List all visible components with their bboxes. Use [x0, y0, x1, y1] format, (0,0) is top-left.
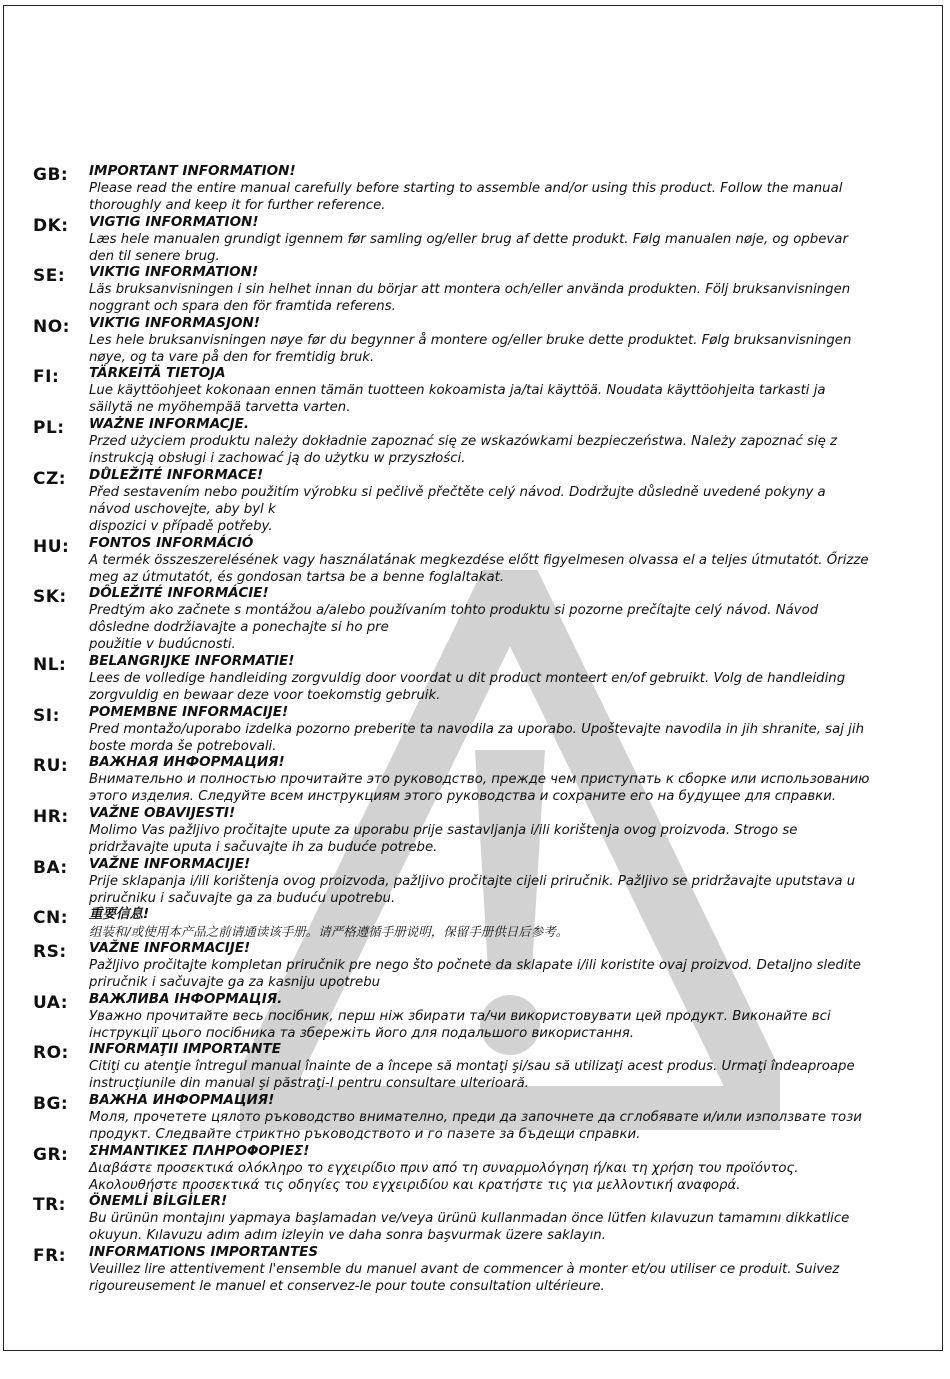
notice-line: noggrant och spara den för framtida referens. — [89, 299, 396, 315]
notice-line: instrucţiunile din manual şi păstraţi-l pentru consultare ulterioară. — [89, 1076, 530, 1092]
country-code: PL: — [33, 417, 65, 438]
country-code: CN: — [33, 908, 69, 929]
notice-heading: VAŽNE INFORMACIJE! — [89, 940, 251, 957]
notice-fi — [0, 365, 950, 416]
notice-heading: 重要信息! — [89, 906, 150, 923]
country-code: FR: — [33, 1245, 67, 1266]
notice-nl — [0, 653, 950, 704]
notice-line: použitie v budúcnosti. — [89, 637, 236, 653]
country-code: BA: — [33, 857, 68, 878]
notice-heading: IMPORTANT INFORMATION! — [89, 163, 296, 179]
country-code: HR: — [33, 806, 69, 827]
language-notices — [0, 163, 950, 1294]
notice-cn — [0, 906, 950, 940]
notice-ua — [0, 991, 950, 1042]
notice-heading: BELANGRIJKE INFORMATIE! — [89, 653, 295, 670]
notice-heading: ÖNEMLİ BİLGİLER! — [89, 1193, 228, 1210]
notice-line: Les hele bruksanvisningen nøye før du begynner å montere og/eller bruke dette produktet. Følg bruksanvisningen — [89, 332, 852, 348]
notice-line: 组装和/或使用本产品之前请通读该手册。请严格遵循手册说明，保留手册供日后参考。 — [89, 924, 569, 940]
country-code: NO: — [33, 316, 70, 337]
country-code: BG: — [33, 1093, 69, 1114]
notice-line: dispozici v případě potřeby. — [89, 518, 273, 534]
notice-ru — [0, 754, 950, 805]
notice-heading: DÔLEŽITÉ INFORMÁCIE! — [89, 585, 269, 602]
notice-heading: DŮLEŽITÉ INFORMACE! — [89, 466, 264, 483]
country-code: CZ: — [33, 468, 67, 489]
notice-line: Przed użyciem produktu należy dokładnie zapoznać się ze wskazówkami bezpieczeństwa. Należy zapoznać się z — [89, 433, 838, 449]
notice-gr — [0, 1143, 950, 1194]
notice-heading: VIGTIG INFORMATION! — [89, 213, 259, 230]
notice-line: Prije sklapanja i/ili korištenja ovog proizvoda, pažljivo pročitajte cijeli priručnik. Pažljivo se pridržavajte uputstava u — [89, 873, 856, 889]
notice-ba — [0, 856, 950, 907]
notice-ro — [0, 1041, 950, 1092]
notice-bg — [0, 1092, 950, 1143]
notice-heading: FONTOS INFORMÁCIÓ — [89, 534, 254, 551]
country-code: DK: — [33, 215, 69, 236]
notice-line: Διαβάστε προσεκτικά ολόκληρο το εγχειρίδιο πριν από τη συναρμολόγηση ή/και τη χρήση του προϊόντος. — [89, 1160, 799, 1176]
notice-heading: WAŻNE INFORMACJE. — [89, 415, 250, 432]
notice-line: этого изделия. Следуйте всем инструкциям этого руководства и сохраните его на будущее для справки. — [89, 789, 837, 805]
notice-line: Pažljivo pročitajte kompletan priručnik pre nego što počnete da sklapate i/ili koristite ovaj proizvod. Detaljno sledite — [89, 958, 861, 974]
notice-line: zorgvuldig en bewaar deze voor toekomstig gebruik. — [89, 688, 441, 704]
notice-heading: INFORMAŢII IMPORTANTE — [89, 1041, 281, 1058]
notice-line: Läs bruksanvisningen i sin helhet innan du börjar att montera och/eller använda produkten. Följ bruksanvisningen — [89, 282, 851, 298]
notice-line: Læs hele manualen grundigt igennem før samling og/eller brug af dette produkt. Følg manualen nøje, og opbevar — [89, 231, 848, 247]
notice-line: Pred montažo/uporabo izdelka pozorno preberite ta navodila za uporabo. Upoštevajte navodila in jih shranite, saj jih — [89, 721, 864, 737]
country-code: UA: — [33, 992, 69, 1013]
notice-rs — [0, 940, 950, 991]
notice-line: продукт. Следвайте стриктно ръководството и го пазете за бъдещи справки. — [89, 1126, 641, 1142]
country-code: SE: — [33, 266, 66, 287]
notice-line: Lue käyttöohjeet kokonaan ennen tämän tuotteen kokoamista ja/tai käyttöä. Noudata käyttöohjeita tarkasti ja — [89, 383, 826, 399]
notice-heading: ВАЖНАЯ ИНФОРМАЦИЯ! — [89, 754, 285, 771]
notice-line: Veuillez lire attentivement l'ensemble du manuel avant de commencer à monter et/ou utiliser ce produit. Suivez — [89, 1261, 840, 1277]
notice-heading: INFORMATIONS IMPORTANTES — [89, 1243, 319, 1260]
notice-line: okuyun. Kılavuzu adım adım izleyin ve daha sonra başvurmak üzere saklayın. — [89, 1228, 606, 1244]
notice-heading: VIKTIG INFORMASJON! — [89, 314, 260, 331]
notice-line: Please read the entire manual carefully before starting to assemble and/or using this product. Follow the manual — [89, 181, 843, 196]
country-code: HU: — [33, 536, 70, 557]
notice-line: Внимательно и полностью прочитайте это руководство, прежде чем приступать к сборке или использованию — [89, 772, 870, 788]
notice-line: Уважно прочитайте весь посібник, перш ніж збирати та/чи використовувати цей продукт. Виконайте всі — [89, 1008, 831, 1024]
notice-line: instrukcją obsługi i zachować ją do użytku w przyszłości. — [89, 450, 466, 466]
notice-no — [0, 315, 950, 366]
notice-heading: ВАЖНА ИНФОРМАЦИЯ! — [89, 1091, 275, 1108]
notice-line: rigoureusement le manuel et conservez-le pour toute consultation ultérieure. — [89, 1278, 605, 1294]
country-code: NL: — [33, 655, 67, 676]
country-code: SK: — [33, 587, 67, 608]
notice-line: dôsledne dodržiavajte a ponechajte si ho pre — [89, 620, 389, 636]
notice-line: Bu ürünün montajını yapmaya başlamadan ve/veya ürünü kullanmadan önce lütfen kılavuzun tamamını dikkatlice — [89, 1211, 850, 1227]
notice-line: priručniku i sačuvajte ga za buduću upotrebu. — [89, 890, 396, 906]
notice-heading: POMEMBNE INFORMACIJE! — [89, 703, 289, 720]
country-code: SI: — [33, 705, 60, 726]
notice-line: Lees de volledige handleiding zorgvuldig door voordat u dit product monteert en/of gebruikt. Volg de handleiding — [89, 671, 846, 687]
notice-fr — [0, 1244, 950, 1295]
notice-hr — [0, 805, 950, 856]
notice-line: den til senere brug. — [89, 248, 220, 264]
notice-tr — [0, 1193, 950, 1244]
notice-heading: VAŽNE OBAVIJESTI! — [89, 804, 236, 821]
country-code: RO: — [33, 1043, 69, 1064]
notice-line: Ακολουθήστε προσεκτικά τις οδηγίες του εγχειριδίου και κρατήστε τις για μελλοντική αναφορά. — [89, 1177, 741, 1193]
notice-heading: ΣΗΜΑΝΤΙΚΕΣ ΠΛΗΡΟΦΟΡΙΕΣ! — [89, 1142, 310, 1159]
notice-line: Před sestavením nebo použitím výrobku si pečlivě přečtěte celý návod. Dodržujte důsledně uvedené pokyny a — [89, 484, 826, 500]
notice-line: Моля, прочетете цялото ръководство внимателно, преди да започнете да сглобявате и/или използвате този — [89, 1109, 862, 1125]
notice-line: boste morda še potrebovali. — [89, 738, 277, 754]
notice-line: pridržavajte uputa i sačuvajte ih za buduće potrebe. — [89, 839, 438, 855]
country-code: GR: — [33, 1144, 69, 1165]
notice-heading: TÄRKEITÄ TIETOJA — [89, 365, 226, 382]
country-code: FI: — [33, 367, 60, 388]
notice-line: A termék összeszerelésének vagy használatának megkezdése előtt figyelmesen olvassa el a teljes útmutatót. Őrizze — [89, 552, 869, 568]
country-code: GB: — [33, 165, 69, 185]
notice-pl — [0, 416, 950, 467]
notice-heading: ВАЖЛИВА ІНФОРМАЦІЯ. — [89, 990, 283, 1007]
notice-line: thoroughly and keep it for further reference. — [89, 198, 386, 213]
country-code: TR: — [33, 1195, 66, 1216]
notice-line: nøye, og ta vare på den for fremtidig bruk. — [89, 349, 375, 365]
notice-si — [0, 704, 950, 755]
notice-line: priručnik i sačuvajte ga za kasniju upotrebu — [89, 975, 381, 991]
notice-line: інструкції цього посібника та збережіть його для подальшого використання. — [89, 1025, 635, 1041]
notice-sk — [0, 585, 950, 653]
notice-heading: VAŽNE INFORMACIJE! — [89, 855, 251, 872]
notice-gb — [0, 163, 950, 214]
notice-line: návod uschovejte, aby byl k — [89, 501, 276, 517]
notice-dk — [0, 214, 950, 265]
notice-hu — [0, 535, 950, 586]
notice-line: Citiţi cu atenţie întregul manual înainte de a începe să montaţi şi/sau să utilizaţi acest produs. Urmaţi îndeaproape — [89, 1059, 855, 1075]
notice-line: Molimo Vas pažljivo pročitajte upute za uporabu prije sastavljanja i/ili korištenja ovog proizvoda. Strogo se — [89, 822, 798, 838]
notice-cz — [0, 467, 950, 535]
notice-line: säilytä ne myöhempää tarvetta varten. — [89, 400, 351, 416]
notice-se — [0, 264, 950, 315]
country-code: RU: — [33, 756, 69, 777]
country-code: RS: — [33, 942, 67, 963]
notice-line: Predtým ako začnete s montážou a/alebo používaním tohto produktu si pozorne prečítajte celý návod. Návod — [89, 603, 819, 619]
notice-line: meg az útmutatót, és gondosan tartsa be a benne foglaltakat. — [89, 569, 505, 585]
notice-heading: VIKTIG INFORMATION! — [89, 264, 259, 281]
